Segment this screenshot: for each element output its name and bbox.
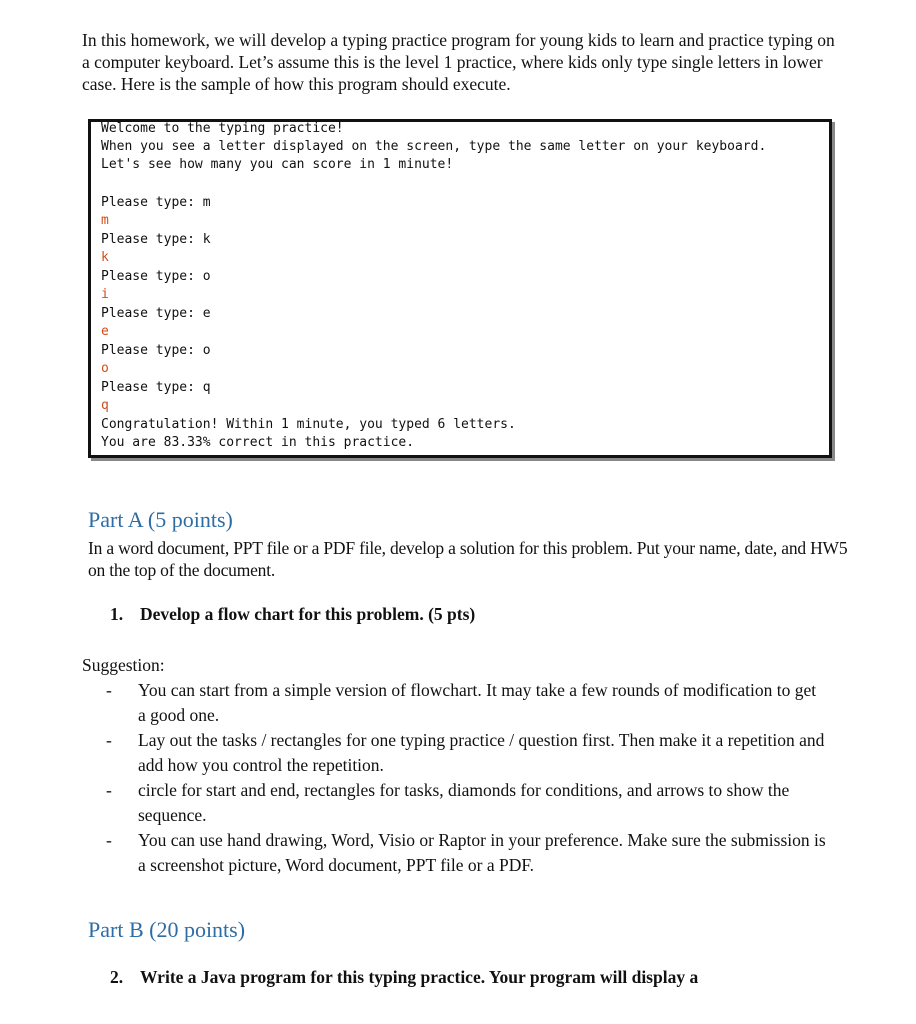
bullet-dash: - bbox=[106, 780, 112, 800]
console-input-line: q bbox=[101, 398, 109, 413]
console-input-line: k bbox=[101, 250, 109, 265]
console-output-line: Please type: e bbox=[101, 306, 211, 321]
console-output-line: Please type: m bbox=[101, 195, 211, 210]
suggestion-label: Suggestion: bbox=[82, 655, 165, 675]
suggestion-text: You can use hand drawing, Word, Visio or Raptor in your preference. Make sure the submission is a screenshot picture, Word document, PPT file or a PDF. bbox=[138, 830, 826, 875]
question-2-text: Write a Java program for this typing practice. Your program will display a bbox=[140, 967, 699, 987]
console-input-line: o bbox=[101, 361, 109, 376]
console-output-line: Please type: o bbox=[101, 269, 211, 284]
console-output-line: Welcome to the typing practice! bbox=[101, 121, 344, 136]
question-1-text: Develop a flow chart for this problem. (5 pts) bbox=[140, 604, 476, 624]
question-2 bbox=[110, 967, 698, 988]
suggestion-text: circle for start and end, rectangles for tasks, diamonds for conditions, and arrows to show the sequence. bbox=[138, 780, 790, 825]
part-a-heading: Part A (5 points) bbox=[88, 507, 233, 532]
console-output-line: Please type: k bbox=[101, 232, 211, 247]
bullet-dash: - bbox=[106, 680, 112, 700]
console-output-line: You are 83.33% correct in this practice. bbox=[101, 435, 415, 450]
console-output-line: Congratulation! Within 1 minute, you typed 6 letters. bbox=[101, 417, 516, 432]
part-a-description: In a word document, PPT file or a PDF file, develop a solution for this problem. Put your name, date, and HW5 on the top of the document. bbox=[88, 538, 848, 580]
console-input-line: i bbox=[101, 287, 109, 302]
bullet-dash: - bbox=[106, 730, 112, 750]
console-sample bbox=[88, 119, 832, 458]
question-1-number: 1. bbox=[110, 604, 124, 624]
question-2-number: 2. bbox=[110, 967, 124, 987]
part-b-heading: Part B (20 points) bbox=[88, 917, 246, 942]
suggestion-text: Lay out the tasks / rectangles for one typing practice / question first. Then make it a repetition and add how you control the repetition. bbox=[138, 730, 825, 775]
bullet-dash: - bbox=[106, 830, 112, 850]
console-input-line: e bbox=[101, 324, 109, 339]
console-input-line: m bbox=[101, 213, 109, 228]
question-1 bbox=[110, 604, 475, 625]
console-output-line: Please type: q bbox=[101, 380, 211, 395]
suggestion-text: You can start from a simple version of flowchart. It may take a few rounds of modification to get a good one. bbox=[138, 680, 817, 725]
console-output-line: Let's see how many you can score in 1 minute! bbox=[101, 157, 454, 172]
intro-paragraph: In this homework, we will develop a typing practice program for young kids to learn and practice typing on a computer keyboard. Let’s assume this is the level 1 practice, where kids only type single letters in lower case. Here is the sample of how this program should execute. bbox=[82, 30, 835, 94]
console-output-line: When you see a letter displayed on the screen, type the same letter on your keyboard. bbox=[101, 139, 767, 154]
console-output-line: Please type: o bbox=[101, 343, 211, 358]
